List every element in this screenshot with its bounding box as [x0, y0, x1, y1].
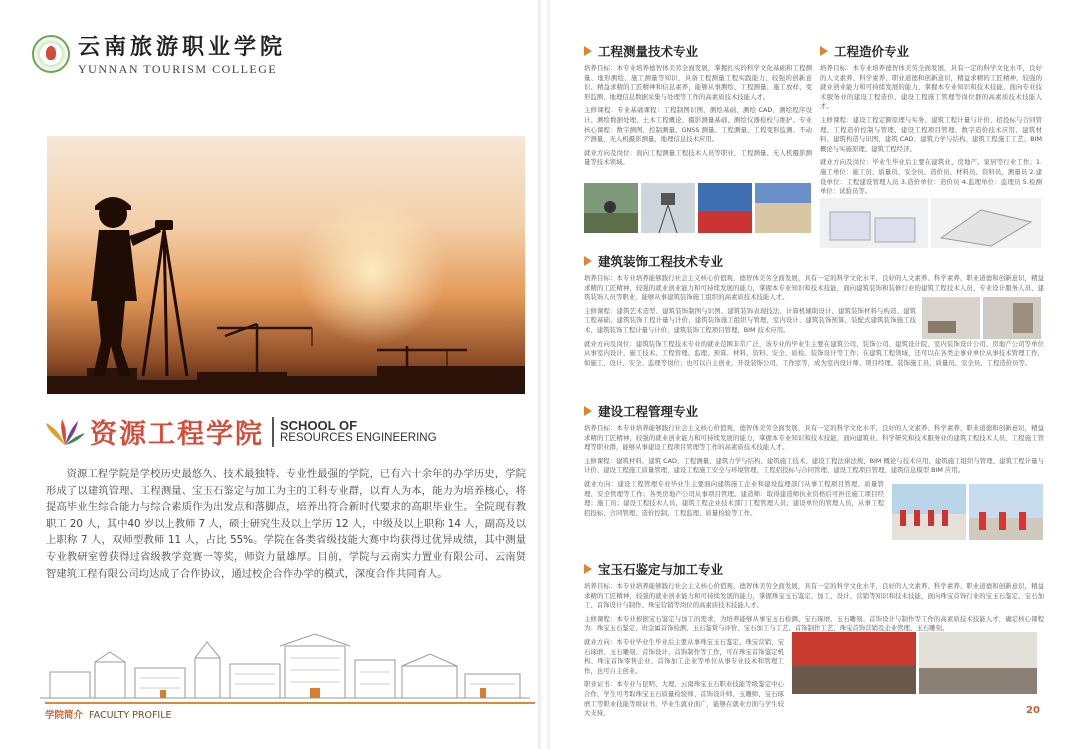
arrow-bullet-icon [584, 406, 592, 416]
major-jobs: 就业方向及岗位：面向工程测量工程技术人员等职业，工程测量、无人机摄影测量等技术领域。 [584, 148, 812, 167]
photo-interior-design-2 [983, 297, 1041, 339]
major-jobs: 就业方向：建设工程管理专业毕业生主要面向建筑施工企业和建设监理部门从事工程项目管理、质量管理、安全管理等工作；各类房地产公司从事项目管理。建造师：取得建造师执业资格后可担任施工项目经理；施工员；建设工程技术人员，建筑工程企业技术部门工程管理人员；建设单位的管理人员，从事工程招投标、合同管理、造价控制、工程监理、质量检验等工作。 [584, 479, 884, 517]
major-title: 建筑装饰工程技术专业 [598, 254, 724, 269]
page-number: 20 [1026, 705, 1040, 716]
school-flower-logo-icon [44, 419, 86, 445]
major-courses: 主修课程：本专业根据宝石鉴定与加工的需求，为培养能够从事宝玉石检测、宝石琢磨、玉石雕刻、首饰设计与制作等工作的高素质技术技能人才，确定核心课程为：珠宝玉石鉴定、贵金属首饰检测、玉石鉴赏与评价、宝石加工与工艺、首饰制作工艺、珠宝首饰营销及企业管理、玉石雕刻。 [584, 614, 1044, 633]
major-title: 宝玉石鉴定与加工专业 [598, 562, 724, 577]
footer-divider [45, 702, 535, 704]
photo-building-model [820, 198, 928, 248]
school-name-en: SCHOOL OF RESOURCES ENGINEERING [280, 417, 437, 444]
major-courses: 主修课程：建筑艺术造型、建筑装饰制图与识图、建筑装饰表现技法、计算机辅助设计、建筑装饰材料与构造、建筑工程基础、建筑装饰工程计量与计价、建筑装饰施工组织与管理、室内设计、建筑装饰预算、装配式建筑装饰施工技术、建筑装饰工程计量与计价、建筑装饰工程项目管理、BIM 技术应用。 [584, 306, 916, 334]
photo-interior-design-1 [922, 297, 980, 339]
photo-students-group [892, 484, 966, 540]
photo-building-rendering [931, 198, 1041, 248]
arrow-bullet-icon [584, 564, 592, 574]
right-page [548, 0, 1080, 749]
college-logo [32, 30, 286, 77]
major-courses: 主修课程：专业基础课程：工程制图识图、测绘基础、测绘 CAD、测绘程序设计、测绘数据处理、土木工程概论、摄影测量基础、测绘仪器检校与维护。专业核心课程：数字测图、控制测量、GNSS 测量、工程测量、工程变形监测、不动产测量、无人机摄影测量、地理信息技术应用。 [584, 106, 812, 144]
major-title: 工程测量技术专业 [598, 44, 699, 59]
college-name-cn: 云南旅游职业学院 [78, 34, 287, 60]
college-name-en: YUNNAN TOURISM COLLEGE [78, 62, 278, 76]
photo-gemstone-event [792, 632, 916, 694]
college-emblem-icon [32, 35, 70, 73]
photo-construction-site [969, 484, 1043, 540]
major-certificates: 职业证书：本专业与昆明、大理、云南珠宝玉石职业技能等级鉴定中心合作，学生可考取珠宝玉石质量检验师、首饰设计师、玉雕师、宝石琢磨工等职业技能等级证书，毕业生就业面广，能够在就业方面与学生较大支持。 [584, 680, 784, 718]
major-courses: 主修课程：建筑材料、建筑 CAD、工程测量、建筑力学与结构、建筑施工技术、建设工程法律法规、BIM 概论与技术应用、建筑施工组织与管理、建筑工程计量与计价、建设工程施工质量管理、建设工程施工安全与环境管理、工程招投标与合同管理、建设工程项目管理、建筑信息模型 BIM 应用。 [584, 456, 1044, 475]
photo-surveying-field [584, 183, 638, 233]
photo-surveying-instrument [641, 183, 695, 233]
arrow-bullet-icon [584, 256, 592, 266]
major-section-surveying [584, 42, 812, 172]
gemstone-photos [792, 632, 1037, 694]
arrow-bullet-icon [820, 46, 828, 56]
hero-photo-surveyor-sunset [47, 136, 525, 394]
construction-photos [892, 484, 1043, 540]
major-goal: 培养目标：本专业培养德智体美劳全面发展，具有一定的科学文化水平，良好的人文素养、科学素养、职业道德和创新意识，精益求精的工匠精神，较强的就业创业能力和可持续发展的能力，掌握本专业知识和技术技能，面向专业技术服务业的建设工程造价、建设工程施工管理等岗位群的高素质技术技能人才。 [820, 64, 1042, 111]
surveying-photos [584, 183, 811, 233]
photo-surveying-competition [698, 183, 752, 233]
major-title: 工程造价专业 [834, 44, 910, 59]
arrow-bullet-icon [584, 46, 592, 56]
major-section-cost [820, 42, 1042, 201]
major-goal: 培养目标：本专业培养德智体美劳全面发展，掌握扎实的科学文化基础和工程测量、地形测绘、施工测量等知识，具备工程测量工程实践能力、较强的创新意识、精益求精的工匠精神和信息素养，能够从事测绘、工程测量、施工放样、变形监测、地理信息数据采集与处理等工作的高素质技术技能人才。 [584, 64, 812, 101]
school-name-cn: 资源工程学院 [90, 419, 264, 450]
major-title: 建设工程管理专业 [598, 404, 699, 419]
major-goal: 培养目标：本专业培养能够践行社会主义核心价值观，德智体美劳全面发展，具有一定的科学文化水平，良好的人文素养、科学素养、职业道德和创新意识，精益求精的工匠精神，较强的就业创业能力和可持续发展的能力，掌握本专业知识和技术技能，面向建筑业、科学研究和技术服务业的建筑工程技术人员、工程施工管理等职业群，能够从事建设工程项目管理等工作的高素质技术技能人才。 [584, 424, 1044, 452]
decoration-photos [922, 297, 1041, 339]
photo-surveying-team [755, 183, 811, 233]
major-jobs: 就业方向及岗位：建筑装饰工程技术专业的就业范围非常广泛，该专业的毕业生主要在建筑公司、装饰公司、建筑设计院、室内装饰设计公司、房地产公司等单位从事室内设计、施工技术、工程管理、监理、预算、材料、资料、安全、质检、装饰设计等工作；在建筑工程领域，还可以在各类企事业单位从事技术管理工作，如施工、设计、安全、监理等岗位；也可以自主创业，开设装饰公司、工作室等，成为室内设计师、项目经理、装饰施工员、质量员、安全员、工程造价员等。 [584, 339, 1044, 367]
footer-label: 学院简介 FACULTY PROFILE [45, 710, 172, 721]
major-jobs: 就业方向：本专业毕业生毕业后主要从事珠宝玉石鉴定、珠宝营销、宝石琢磨、玉石雕刻、首饰设计、首饰制作等工作，可在珠宝首饰鉴定机构、珠宝首饰零售企业、首饰加工企业等单位从事专业技术和管理工作，也可自主创业。 [584, 637, 784, 675]
major-courses: 主修课程：建设工程定额原理与实务、建筑工程计量与计价、招投标与合同管理、工程造价控制与管理、建设工程项目管理、数字造价技术应用、建筑材料、建筑构造与识图、建筑 CAD、建筑力学与结构、建筑工程施工工艺、BIM 概论与实施原理、建筑工程经济。 [820, 115, 1042, 153]
major-goal: 培养目标：本专业培养能够践行社会主义核心价值观，德智体美劳全面发展，具有一定的科学文化水平，良好的人文素养、科学素养、职业道德和创新意识，精益求精的工匠精神，较强的就业创业能力和可持续发展的能力，掌握珠宝玉石鉴定、加工、设计、营销等知识和技术技能，面向珠宝首饰行业的宝玉石鉴定、宝石加工、首饰设计与制作、珠宝营销等岗位的高素质技术技能人才。 [584, 582, 1044, 610]
campus-skyline-illustration [40, 632, 530, 700]
cost-photos [820, 198, 1041, 248]
photo-gemstone-lab [919, 632, 1037, 694]
school-intro-paragraph: 资源工程学院是学校历史最悠久、技术最独特、专业性最强的学院，已有六十余年的办学历史，学院形成了以建筑管理、工程测量、宝玉石鉴定与加工为主的工科专业群，以育人为本，能力为培养核心，将提高毕业生综合能力与综合素质作为出发点和落脚点，培养出符合新时代要求的高职毕业生。全院现有教职工 20 人，其中40 岁以上教师 7 人，硕士研究生及以上学历 12 人，中级及以上职称 14 人，副高及以上职称 7 人，双师型教师 11 人，占比 55%。学院在各类省级技能大赛中均获得过优异成绩，其中测量专业教研室曾获得过省级教学竞赛一等奖，师资力量雄厚。目前，学院与云南实力置业有限公司、云南贤智建筑工程有限公司均达成了合作协议，通过校企合作办学的模式，深度合作共同育人。 [46, 468, 526, 580]
major-goal: 培养目标：本专业培养能够践行社会主义核心价值观，德智体美劳全面发展，具有一定的科学文化水平，良好的人文素养、科学素养、职业道德和创新意识，精益求精的工匠精神，较强的就业创业能力和可持续发展的能力，掌握本专业知识和技术技能，面向建筑装饰和装修行业的建筑工程技术人员、专业设计服务人员、建筑装饰人员等职业，能够从事建筑装饰施工组织的高素质技术技能人才。 [584, 274, 1044, 302]
school-title [44, 412, 437, 451]
major-jobs: 就业方向及岗位：毕业生毕业后主要在建筑业、房地产、家居等行业工作；1.施工单位：施工员、质量员、安全员、造价员、材料员、资料员、测量员 2.建设单位：工程建设管理人员 3.造价单位：造价员 4.监理单位：监理员 5.检测单位：试验员等。 [820, 158, 1042, 196]
